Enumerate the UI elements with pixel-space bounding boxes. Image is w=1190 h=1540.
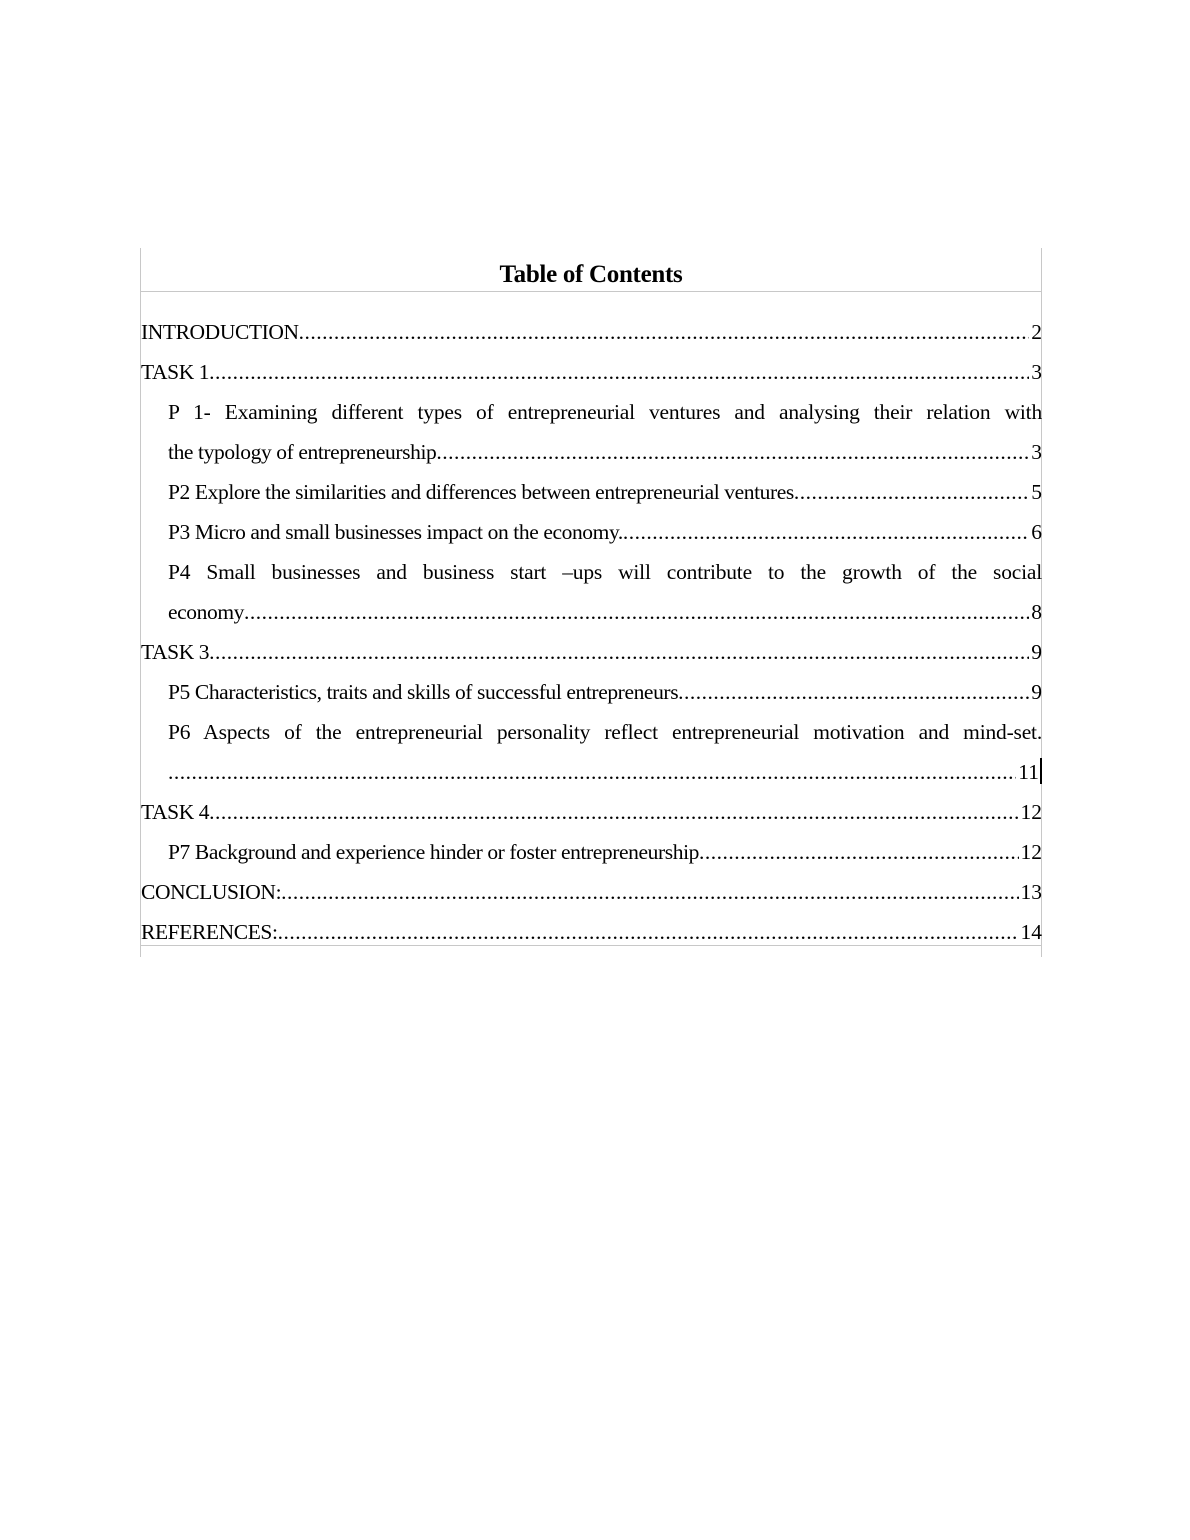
- toc-entry-label: P5 Characteristics, traits and skills of successful entrepreneurs: [168, 680, 679, 704]
- dot-leader: [678, 672, 1029, 712]
- toc-entry-label: TASK 3: [141, 640, 210, 664]
- toc-entry-page-number: 11: [1018, 760, 1039, 784]
- toc-entry-label: P3 Micro and small businesses impact on the economy.: [168, 520, 623, 544]
- toc-entry-page: 5: [1031, 480, 1042, 504]
- toc-entry-p6-continuation[interactable]: [168, 752, 1042, 792]
- toc-entry-label-continuation: the typology of entrepreneurship: [168, 440, 437, 464]
- dot-leader: [699, 832, 1018, 872]
- toc-entry-page: 14: [1020, 920, 1042, 944]
- toc-entry-introduction[interactable]: [141, 312, 1042, 352]
- toc-entry-page: 3: [1031, 360, 1042, 384]
- dot-leader: [794, 472, 1029, 512]
- toc-entry-label: P6 Aspects of the entrepreneurial personality reflect entrepreneurial motivation and mind-set.: [168, 720, 1042, 744]
- toc-entry-page: 6: [1031, 520, 1042, 544]
- toc-entry-label: P7 Background and experience hinder or foster entrepreneurship: [168, 840, 700, 864]
- dot-leader: [623, 512, 1029, 552]
- toc-entry-page: 2: [1031, 320, 1042, 344]
- toc-entry-p5[interactable]: [168, 672, 1042, 712]
- toc-entry-label: P 1- Examining different types of entrepreneurial ventures and analysing their relation with: [168, 400, 1042, 424]
- toc-entry-p4[interactable]: [168, 552, 1042, 592]
- dot-leader: [299, 312, 1030, 352]
- toc-entry-label: REFERENCES:: [141, 920, 278, 944]
- dot-leader: [168, 752, 1016, 792]
- toc-entry-label: CONCLUSION:: [141, 880, 282, 904]
- dot-leader: [281, 872, 1018, 912]
- toc-entry-page: [1016, 752, 1042, 792]
- dot-leader: [209, 792, 1018, 832]
- toc-entry-page: 12: [1020, 840, 1042, 864]
- toc-entry-page: 3: [1031, 440, 1042, 464]
- toc-entry-conclusion[interactable]: [141, 872, 1042, 912]
- toc-entry-label: P4 Small businesses and business start –ups will contribute to the growth of the social: [168, 560, 1042, 584]
- dot-leader: [244, 592, 1029, 632]
- toc-entry-p3[interactable]: [168, 512, 1042, 552]
- toc-entry-page: 9: [1031, 640, 1042, 664]
- toc-entry-p7[interactable]: [168, 832, 1042, 872]
- toc-entry-page: 12: [1020, 800, 1042, 824]
- toc-entry-p4-continuation[interactable]: [168, 592, 1042, 632]
- dot-leader: [209, 352, 1029, 392]
- toc-entry-p6[interactable]: [168, 712, 1042, 752]
- dot-leader: [436, 432, 1029, 472]
- dot-leader: [278, 912, 1019, 952]
- text-cursor: [1040, 758, 1042, 784]
- toc-entry-p1-continuation[interactable]: [168, 432, 1042, 472]
- toc-entry-p2[interactable]: [168, 472, 1042, 512]
- toc-entry-references[interactable]: [141, 912, 1042, 952]
- toc-entry-page: 13: [1020, 880, 1042, 904]
- toc-entry-task-4[interactable]: [141, 792, 1042, 832]
- toc-entry-p1[interactable]: [168, 392, 1042, 432]
- toc-entry-label: TASK 1: [141, 360, 210, 384]
- toc-entry-label: INTRODUCTION: [141, 320, 299, 344]
- toc-entry-label: TASK 4: [141, 800, 210, 824]
- toc-entry-task-1[interactable]: [141, 352, 1042, 392]
- toc-entry-page: 8: [1031, 600, 1042, 624]
- toc-entry-label: P2 Explore the similarities and differences between entrepreneurial ventures: [168, 480, 794, 504]
- toc-entry-label-continuation: economy: [168, 600, 245, 624]
- toc-title: Table of Contents: [499, 261, 683, 288]
- dot-leader: [209, 632, 1029, 672]
- toc-entry-task-3[interactable]: [141, 632, 1042, 672]
- toc-entry-page: 9: [1031, 680, 1042, 704]
